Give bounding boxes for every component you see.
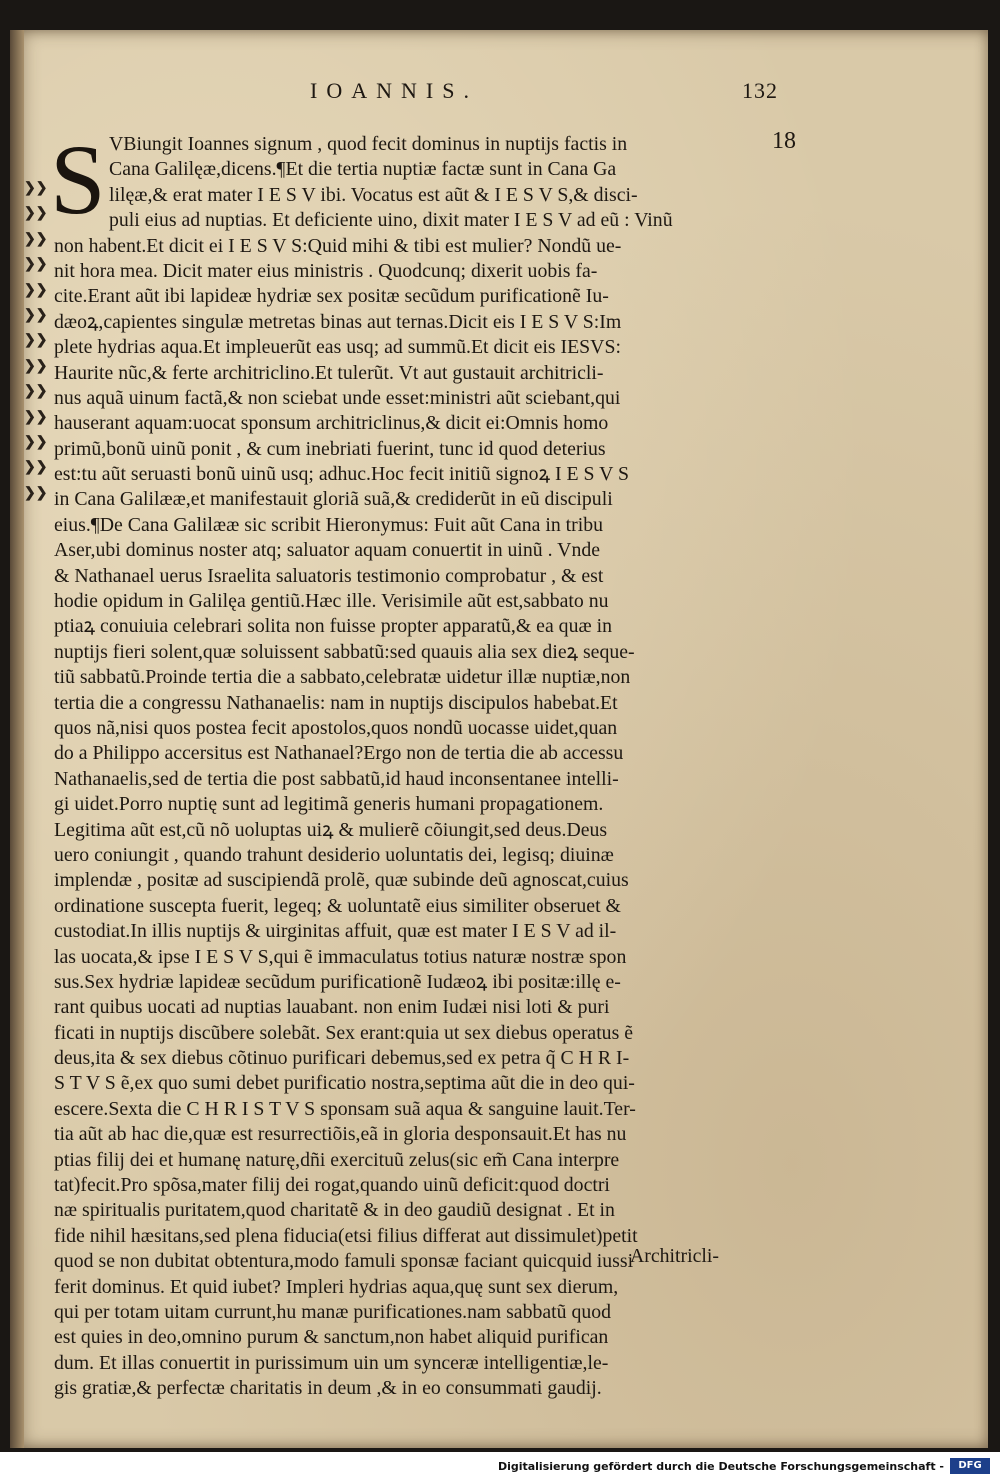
- text-line: VBiungit Ioannes signum , quod fecit dominus in nuptijs factis in: [109, 133, 628, 155]
- text-line: Legitima aũt est,cũ nõ uoluptas uiꝝ & mulierẽ cõiungit,sed deus.Deus: [54, 818, 608, 841]
- quote-mark: ❯❯: [24, 282, 48, 298]
- text-line: Aser,ubi dominus noster atq; saluator aquam conuertit in uinũ . Vnde: [54, 539, 601, 562]
- text-line: las uocata,& ipse I E S V S,qui ẽ immaculatus totius naturæ nostræ spon: [54, 945, 627, 968]
- drop-cap: S: [50, 124, 106, 235]
- quote-mark: ❯❯: [24, 333, 48, 349]
- quote-mark: ❯❯: [24, 485, 48, 501]
- text-line: do a Philippo accersitus est Nathanael?Ergo non de tertia die ab accessu: [54, 742, 624, 765]
- text-line: primũ,bonũ uinũ ponit , & cum inebriati fuerint, tunc id quod deterius: [54, 437, 606, 460]
- quote-mark: ❯❯: [24, 307, 48, 323]
- text-line: ptias filij dei et humanę naturę,dñi exercituũ zelus(sic em̃ Cana interpre: [54, 1148, 620, 1171]
- text-line: puli eius ad nuptias. Et deficiente uino, dixit mater I E S V ad eũ : Vinũ: [109, 209, 673, 232]
- text-line: rant quibus uocati ad nuptias lauabant. non enim Iudæi nisi loti & puri: [54, 996, 610, 1019]
- text-line: cite.Erant aũt ibi lapideæ hydriæ sex positæ secũdum purificationẽ Iu-: [54, 285, 609, 308]
- text-line: ficati in nuptijs discũbere solebãt. Sex erant:quia ut sex diebus operatus ẽ: [54, 1021, 633, 1044]
- margin-number: 18: [772, 128, 796, 154]
- catchword: Architricli-: [630, 1245, 719, 1267]
- text-line: deus,ita & sex diebus cõtinuo purificari debemus,sed ex petra q̃ C H R I-: [54, 1047, 630, 1070]
- text-line: ordinatione suscepta fuerit, legeq; & uoluntatẽ eius similiter obseruet &: [54, 894, 621, 917]
- book-page: [10, 30, 988, 1448]
- text-line: hodie opidum in Galilęa gentiũ.Hæc ille. Verisimile aũt est,sabbato nu: [54, 590, 609, 613]
- quote-mark: ❯❯: [24, 409, 48, 425]
- text-line: næ spiritualis puritatem,quod charitatẽ & in deo gaudiũ designat . Et in: [54, 1199, 615, 1222]
- text-line: ferit dominus. Et quid iubet? Impleri hydrias aqua,quę sunt sex dierum,: [54, 1275, 619, 1298]
- text-line: dæoꝝ,capientes singulæ metretas binas aut ternas.Dicit eis I E S V S:Im: [54, 310, 622, 333]
- text-line: eius.¶De Cana Galilææ sic scribit Hieronymus: Fuit aũt Cana in tribu: [54, 513, 604, 536]
- text-line: Cana Galilęæ,dicens.¶Et die tertia nuptiæ factæ sunt in Cana Ga: [109, 158, 617, 181]
- text-line: tertia die a congressu Nathanaelis: nam in nuptijs discipulos habebat.Et: [54, 691, 618, 714]
- gutter-edge: [10, 30, 24, 1448]
- text-line: quod se non dubitat obtentura,modo famuli sponsæ faciant quicquid iussi: [54, 1250, 634, 1273]
- text-line: non habent.Et dicit ei I E S V S:Quid mihi & tibi est mulier? Nondũ ue-: [54, 234, 622, 257]
- dfg-logo: DFG: [950, 1458, 990, 1474]
- text-line: nuptijs fieri solent,quæ soluissent sabbatũ:sed quauis alia sex dieꝝ seque-: [54, 640, 635, 663]
- running-title: IOANNIS.: [310, 78, 478, 103]
- text-line: tiũ sabbatũ.Proinde tertia die a sabbato,celebratæ uidetur illæ nuptiæ,non: [54, 666, 631, 689]
- text-line: hauserant aquam:uocat sponsum architriclinus,& dicit ei:Omnis homo: [54, 412, 609, 435]
- text-line: tia aũt ab hac die,quæ est resurrectiõis,eã in gloria desponsauit.Et has nu: [54, 1123, 627, 1146]
- text-line: est quies in deo,omnino purum & sanctum,non habet aliquid purifican: [54, 1326, 609, 1349]
- text-line: tat)fecit.Pro spõsa,mater filij dei rogat,quando uinũ deficit:quod doctri: [54, 1174, 610, 1197]
- text-line: escere.Sexta die C H R I S T V S sponsam suã aqua & sanguine lauit.Ter-: [54, 1097, 636, 1120]
- text-line: gi uidet.Porro nuptię sunt ad legitimã generis humani propagationem.: [54, 793, 604, 816]
- text-line: quos nã,nisi quos postea fecit apostolos,quos nondũ uocasse uidet,quan: [54, 716, 618, 739]
- text-line: ptiaꝝ conuiuia celebrari solita non fuisse propter apparatũ,& ea quæ in: [54, 615, 612, 638]
- quote-mark: ❯❯: [24, 257, 48, 273]
- text-line: nit hora mea. Dicit mater eius ministris . Quodcunq; dixerit uobis fa-: [54, 259, 598, 282]
- quote-mark: ❯❯: [24, 460, 48, 476]
- text-line: fide nihil hæsitans,sed plena fiducia(etsi filius differat aut dissimulet)petit: [54, 1224, 638, 1247]
- text-line: & Nathanael uerus Israelita saluatoris testimonio comprobatur , & est: [54, 564, 604, 587]
- quote-mark: ❯❯: [24, 358, 48, 374]
- text-line: sus.Sex hydriæ lapideæ secũdum purificationẽ Iudæoꝝ ibi positæ:illę e-: [54, 970, 621, 993]
- quote-mark: ❯❯: [24, 384, 48, 400]
- text-line: dum. Et illas conuertit in purissimum uin um synceræ intelligentiæ,le-: [54, 1351, 609, 1374]
- text-line: qui per totam uitam currunt,hu manæ purificationes.nam sabbatũ quod: [54, 1300, 612, 1323]
- text-line: Nathanaelis,sed de tertia die post sabbatũ,id haud inconsentanee intelli-: [54, 767, 619, 790]
- footer-credit: Digitalisierung gefördert durch die Deutsche Forschungsgemeinschaft -: [497, 1460, 944, 1473]
- body-text: [54, 132, 774, 1402]
- text-line: lilęæ,& erat mater I E S V ibi. Vocatus est aũt & I E S V S,& disci-: [109, 183, 638, 206]
- text-line: in Cana Galilææ,et manifestauit gloriã suã,& crediderũt in eũ discipuli: [54, 488, 613, 511]
- text-line: S T V S ẽ,ex quo sumi debet purificatio nostra,septima aũt die in deo qui-: [54, 1072, 635, 1095]
- folio-number: 132: [742, 78, 778, 103]
- text-line: gis gratiæ,& perfectæ charitatis in deum ,& in eo consummati gaudij.: [54, 1377, 602, 1400]
- text-line: uero coniungit , quando trahunt desiderio uoluntatis dei, legisq; diuinæ: [54, 843, 614, 866]
- quote-mark: ❯❯: [24, 206, 48, 222]
- quote-mark: ❯❯: [24, 181, 48, 196]
- text-line: implendæ , positæ ad suscipiendã prolẽ, quæ subinde deũ agnoscat,cuius: [54, 869, 629, 892]
- text-line: nus aquã uinum factã,& non sciebat unde esset:ministri aũt sciebant,qui: [54, 386, 621, 409]
- text-line: custodiat.In illis nuptijs & uirginitas affuit, quæ est mater I E S V ad il-: [54, 920, 617, 943]
- text-line: Haurite nũc,& ferte architriclino.Et tulerũt. Vt aut gustauit architricli-: [54, 361, 604, 384]
- quote-mark: ❯❯: [24, 231, 48, 247]
- text-line: est:tu aũt seruasti bonũ uinũ usq; adhuc.Hoc fecit initiũ signoꝝ I E S V S: [54, 463, 629, 486]
- text-line: plete hydrias aqua.Et impleuerũt eas usq; ad summũ.Et dicit eis IESVS:: [54, 336, 621, 359]
- footer-bar: [0, 1452, 1000, 1482]
- quote-mark: ❯❯: [24, 434, 48, 450]
